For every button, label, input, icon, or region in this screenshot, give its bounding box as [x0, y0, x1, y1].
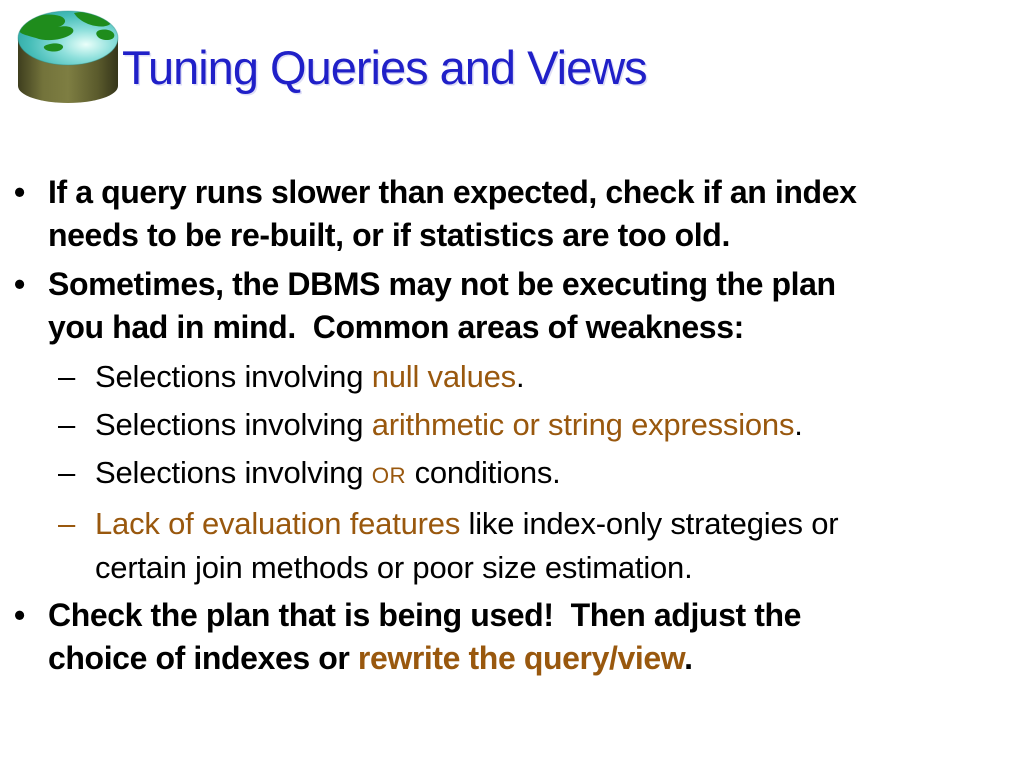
page-title: Tuning Queries and Views — [122, 41, 647, 94]
text-run: Check the plan that is being used! Then adjust the — [48, 597, 802, 633]
text-run: Selections involving — [95, 359, 372, 394]
text-run: conditions. — [406, 455, 561, 490]
text-run: like index-only strategies or — [460, 506, 839, 541]
text-run: needs to be re-built, or if statistics are too old. — [48, 217, 730, 253]
text-run: rewrite the query/view — [357, 640, 685, 676]
bullet-text — [48, 171, 1010, 257]
bullet-line — [95, 502, 1010, 546]
bullet-text — [48, 594, 1010, 680]
bullet-text — [95, 502, 1010, 590]
bullet-dot-marker: • — [14, 597, 25, 633]
text-run: Sometimes, the DBMS may not be executing the plan — [48, 266, 836, 302]
bullet-dash-marker: – — [58, 506, 76, 541]
bullet-item — [0, 263, 1010, 349]
text-run: choice of indexes or — [48, 640, 358, 676]
bullet-item — [0, 171, 1010, 257]
bullet-item — [0, 502, 1010, 590]
bullet-line — [48, 594, 1010, 637]
bullet-line — [95, 355, 1010, 399]
text-run: If a query runs slower than expected, check if an index — [48, 174, 857, 210]
database-globe-icon — [16, 8, 120, 109]
bullet-text — [95, 451, 1010, 498]
text-run: certain join methods or poor size estimation. — [95, 550, 693, 585]
bullet-dot-marker: • — [14, 174, 25, 210]
text-run: you had in mind. Common areas of weakness: — [48, 309, 744, 345]
bullet-line — [48, 263, 1010, 306]
bullet-line — [48, 306, 1010, 349]
bullet-text — [95, 355, 1010, 399]
text-run: . — [684, 640, 693, 676]
bullet-line — [95, 403, 1010, 447]
bullet-dash-marker: – — [58, 407, 76, 442]
text-run: arithmetic or string expressions — [371, 407, 795, 442]
bullet-list — [0, 171, 1010, 686]
bullet-text — [48, 263, 1010, 349]
bullet-dash-marker: – — [58, 455, 76, 490]
bullet-line — [48, 171, 1010, 214]
bullet-line — [48, 637, 1010, 680]
text-run: . — [515, 359, 525, 394]
text-run: OR — [371, 463, 407, 488]
bullet-line — [48, 214, 1010, 257]
bullet-item — [0, 355, 1010, 399]
bullet-dot-marker: • — [14, 266, 25, 302]
slide-header — [0, 0, 1024, 130]
bullet-line — [95, 451, 1010, 498]
text-run: . — [794, 407, 803, 442]
bullet-dash-marker: – — [58, 359, 76, 394]
text-run: Selections involving — [95, 455, 372, 490]
text-run: null values — [371, 359, 516, 394]
text-run: Lack of evaluation features — [95, 506, 461, 541]
bullet-item — [0, 403, 1010, 447]
bullet-item — [0, 451, 1010, 498]
bullet-line — [95, 546, 1010, 590]
bullet-item — [0, 594, 1010, 680]
text-run: Selections involving — [95, 407, 372, 442]
bullet-text — [95, 403, 1010, 447]
